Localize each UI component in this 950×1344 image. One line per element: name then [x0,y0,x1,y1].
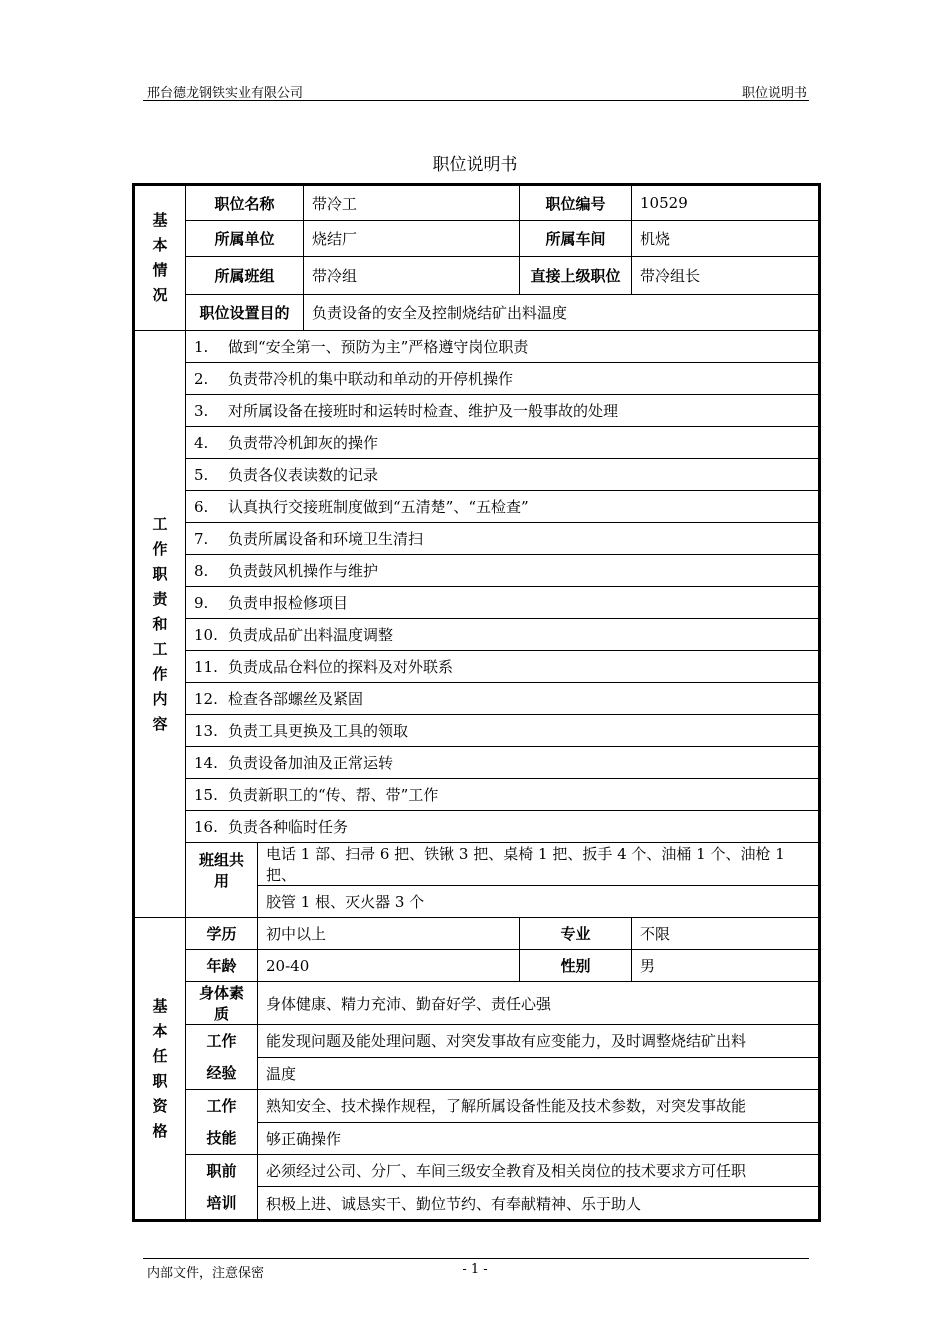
duty-item [186,811,820,843]
position-name: 带冷工 [304,185,520,221]
experience-label [186,1025,258,1090]
experience-label-2: 经验 [206,1064,237,1082]
duty-item [186,395,820,427]
section-duties: 工 作 职 责 和 工 作 内 容 [134,331,186,918]
duty-num: 13. [194,722,218,740]
duty-item [186,331,820,363]
page-title: 职位说明书 [432,155,518,175]
duty-text: 负责申报检修项目 [228,594,349,612]
duty-num: 3. [194,402,209,420]
duty-text: 负责鼓风机操作与维护 [228,562,379,580]
training-label-1: 职前 [206,1162,237,1180]
duty-num: 7. [194,530,209,548]
experience-label-1: 工作 [206,1032,237,1050]
age: 20-40 [258,950,520,982]
duty-text: 做到“安全第一、预防为主”严格遵守岗位职责 [228,338,529,356]
duty-item [186,459,820,491]
skills-label-1: 工作 [206,1097,237,1115]
purpose-label: 职位设置目的 [186,295,304,331]
training-line1: 必须经过公司、分厂、车间三级安全教育及相关岗位的技术要求方可任职 [258,1155,820,1187]
unit: 烧结厂 [304,221,520,257]
duty-text: 负责新职工的“传、帮、带”工作 [228,786,439,804]
duty-num: 4. [194,434,209,452]
duty-item [186,523,820,555]
duty-item [186,587,820,619]
duty-text: 负责工具更换及工具的领取 [228,722,409,740]
duty-text: 负责设备加油及正常运转 [228,754,394,772]
major: 不限 [632,918,820,950]
workshop-label: 所属车间 [520,221,632,257]
duty-item [186,555,820,587]
header-rule [143,100,809,101]
skills-line1: 熟知安全、技术操作规程，了解所属设备性能及技术参数，对突发事故能 [258,1090,820,1123]
duty-item [186,683,820,715]
position-code: 10529 [632,185,820,221]
section-qualifications: 基 本 任 职 资 格 [134,918,186,1221]
duty-item [186,779,820,811]
team: 带冷组 [304,257,520,295]
duty-item [186,363,820,395]
duty-num: 5. [194,466,209,484]
duty-num: 8. [194,562,209,580]
duty-text: 负责带冷机的集中联动和单动的开停机操作 [228,370,514,388]
duty-num: 11. [194,658,218,676]
duty-text: 负责各种临时任务 [228,818,349,836]
team-label: 所属班组 [186,257,304,295]
duty-num: 16. [194,818,218,836]
footer-rule [143,1258,809,1259]
age-label: 年龄 [186,950,258,982]
job-description-table [132,183,821,1222]
duty-text: 负责各仪表读数的记录 [228,466,379,484]
education-label: 学历 [186,918,258,950]
health-label: 身体素质 [186,982,258,1025]
company-name: 邢台德龙钢铁实业有限公司 [147,86,304,101]
duty-num: 9. [194,594,209,612]
duty-num: 14. [194,754,218,772]
skills-label [186,1090,258,1155]
duty-num: 1. [194,338,209,356]
shared-tools-line2: 胶管 1 根、灭火器 3 个 [258,886,820,918]
doc-type: 职位说明书 [741,86,807,101]
experience-line1: 能发现问题及能处理问题、对突发事故有应变能力，及时调整烧结矿出料 [258,1025,820,1058]
training-line2: 积极上进、诚恳实干、勤位节约、有奉献精神、乐于助人 [258,1187,820,1221]
gender-label: 性别 [520,950,632,982]
position-code-label: 职位编号 [520,185,632,221]
duty-item [186,747,820,779]
duty-text: 对所属设备在接班时和运转时检查、维护及一般事故的处理 [228,402,619,420]
skills-line2: 够正确操作 [258,1122,820,1155]
major-label: 专业 [520,918,632,950]
page-header [147,82,807,100]
shared-tools-line1: 电话 1 部、扫帚 6 把、铁锹 3 把、桌椅 1 把、扳手 4 个、油桶 1 个、油枪 1 把、 [258,843,820,886]
duty-num: 15. [194,786,218,804]
footer-note: 内部文件，注意保密 [147,1266,265,1281]
duty-item [186,427,820,459]
duty-text: 负责成品矿出料温度调整 [228,626,394,644]
duty-text: 负责所属设备和环境卫生清扫 [228,530,424,548]
workshop: 机烧 [632,221,820,257]
health: 身体健康、精力充沛、勤奋好学、责任心强 [258,982,820,1025]
duty-item [186,715,820,747]
shared-tools-label: 班组共用 [186,843,258,918]
duty-text: 检查各部螺丝及紧固 [228,690,364,708]
superior-label: 直接上级职位 [520,257,632,295]
position-name-label: 职位名称 [186,185,304,221]
duty-num: 10. [194,626,218,644]
gender: 男 [632,950,820,982]
training-label [186,1155,258,1221]
purpose: 负责设备的安全及控制烧结矿出料温度 [304,295,820,331]
training-label-2: 培训 [206,1194,237,1212]
duty-item [186,651,820,683]
duty-item [186,619,820,651]
page-number: - 1 - [462,1262,488,1277]
duty-text: 负责带冷机卸灰的操作 [228,434,379,452]
duty-num: 2. [194,370,209,388]
duty-item [186,491,820,523]
skills-label-2: 技能 [206,1129,237,1147]
experience-line2: 温度 [258,1057,820,1090]
duty-num: 6. [194,498,209,516]
unit-label: 所属单位 [186,221,304,257]
duty-text: 负责成品仓料位的探料及对外联系 [228,658,454,676]
duty-text: 认真执行交接班制度做到“五清楚”、“五检查” [228,498,529,516]
education: 初中以上 [258,918,520,950]
superior: 带冷组长 [632,257,820,295]
duty-num: 12. [194,690,218,708]
section-basic-info: 基 本 情 况 [134,185,186,331]
